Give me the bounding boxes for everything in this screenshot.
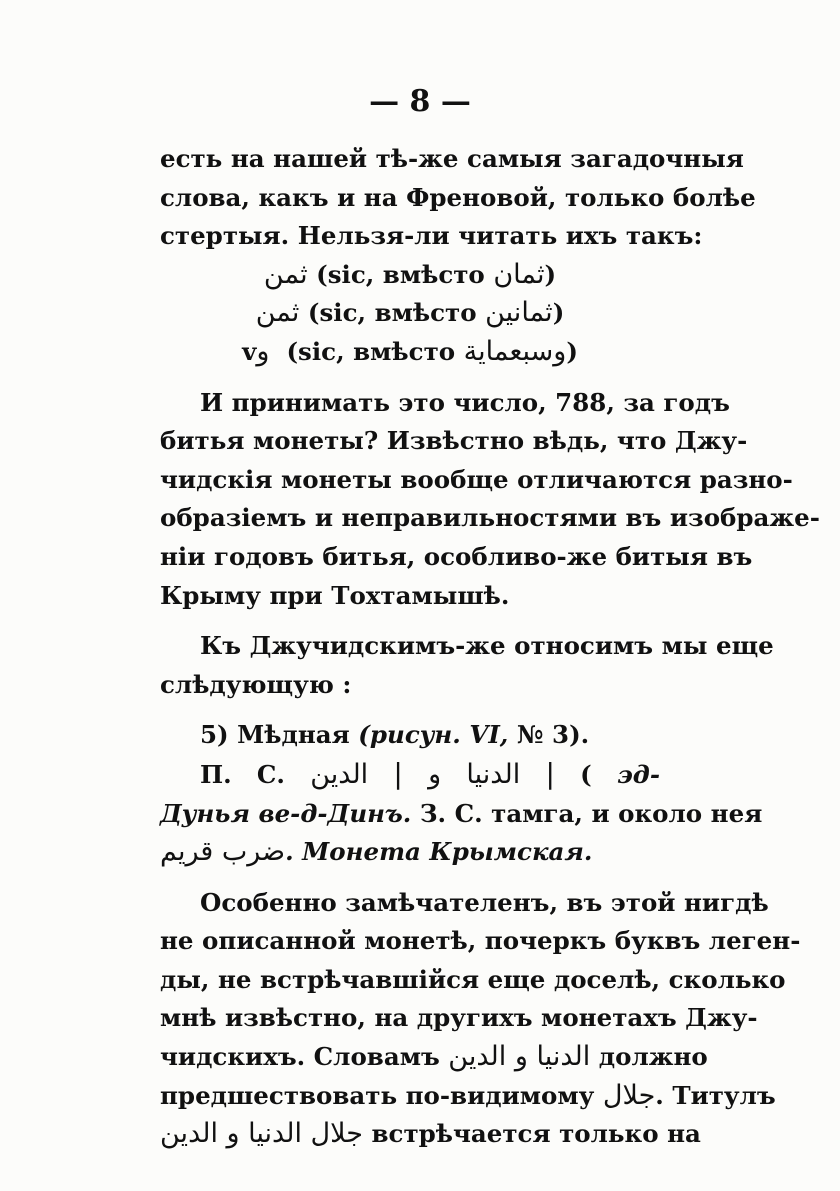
text-line: образіемъ и неправильностями въ изображе- bbox=[160, 503, 820, 533]
text-line: слѣдующую : bbox=[160, 669, 352, 699]
text-line: ніи годовъ битья, особливо-же битыя въ bbox=[160, 541, 753, 571]
arabic-word: ثمانين bbox=[485, 297, 553, 329]
text-line: предшествовать по-видимому جلال. Титулъ bbox=[160, 1079, 776, 1111]
arabic-word: الدنيا bbox=[466, 758, 521, 790]
arabic-word: ثمن bbox=[263, 258, 308, 290]
text-line: جلال الدنيا و الدين встрѣчается только на bbox=[160, 1118, 701, 1150]
text-line: Дунья ве-д-Динъ. З. С. тамга, и около нея bbox=[160, 798, 763, 828]
text-line: Къ Джучидскимъ-же относимъ мы еще bbox=[200, 631, 774, 661]
text-line: чидскихъ. Словамъ الدنيا و الدين должно bbox=[160, 1041, 708, 1073]
text-line: слова, какъ и на Френовой, только болѣе bbox=[160, 182, 756, 212]
text-line: стертыя. Нельзя-ли читать ихъ такъ: bbox=[160, 221, 703, 251]
page-number: — 8 — bbox=[369, 84, 471, 119]
text-line: Особенно замѣчателенъ, въ этой нигдѣ bbox=[200, 887, 769, 917]
arabic-word: جلال bbox=[602, 1079, 656, 1111]
text-line: ضرب قريم. Монета Крымская. bbox=[160, 836, 593, 868]
coin-item-heading: 5) Мѣдная (рисун. VI, № 3). bbox=[200, 720, 590, 750]
text-line: И принимать это число, 788, за годъ bbox=[200, 387, 730, 417]
formula-line-1: ثمن (sic, вмѣсто ثمان) bbox=[263, 258, 557, 290]
text-line: битья монеты? Извѣстно вѣдь, что Джу- bbox=[160, 426, 748, 456]
text-line: есть на нашей тѣ-же самыя загадочныя bbox=[160, 144, 744, 173]
arabic-word: و bbox=[428, 758, 442, 790]
body-text bbox=[160, 140, 820, 1154]
arabic-word: ضرب قريم bbox=[160, 836, 286, 868]
arabic-word: ثمن bbox=[255, 297, 300, 329]
formula-line-3: vو (sic, вмѣсто وسبعماية) bbox=[242, 335, 578, 367]
arabic-word: وسبعماية bbox=[463, 335, 567, 367]
arabic-word: الدين bbox=[310, 758, 369, 790]
formula-line-2: ثمن (sic, вмѣсто ثمانين) bbox=[255, 297, 565, 329]
text-line: мнѣ извѣстно, на другихъ монетахъ Джу- bbox=[160, 1003, 758, 1033]
text-line: не описанной монетѣ, почеркъ буквъ леген- bbox=[160, 926, 801, 956]
coin-legend-line: П. С. الدين | و الدنيا | ( эд- bbox=[200, 756, 660, 790]
arabic-word: جلال الدنيا و الدين bbox=[160, 1118, 363, 1150]
arabic-word: ثمان bbox=[493, 258, 545, 290]
arabic-word: الدنيا و الدين bbox=[448, 1041, 591, 1073]
text-line: чидскія монеты вообще отличаются разно- bbox=[160, 464, 793, 494]
arabic-word: و bbox=[256, 335, 270, 367]
text-line: Крыму при Тохтамышѣ. bbox=[160, 580, 510, 610]
text-line: ды, не встрѣчавшійся еще доселѣ, сколько bbox=[160, 964, 786, 994]
